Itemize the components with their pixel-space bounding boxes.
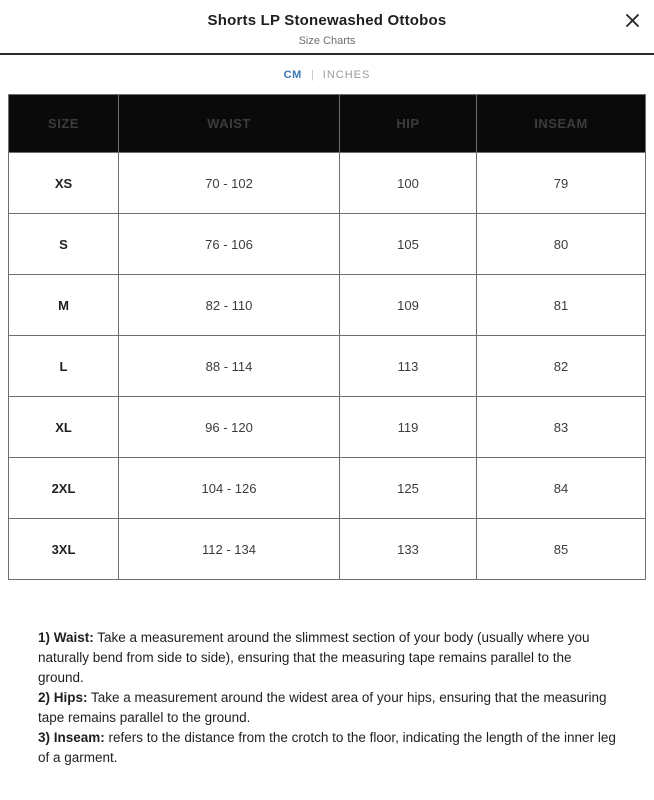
cell-inseam: 85 — [553, 541, 569, 557]
page-subtitle: Size Charts — [298, 35, 356, 47]
cell-hip: 133 — [340, 519, 477, 579]
table-row — [9, 457, 645, 518]
note-hips — [38, 688, 616, 728]
note-inseam — [38, 728, 616, 768]
cell-hip: 100 — [340, 153, 477, 213]
cell-size: S — [9, 214, 119, 274]
note-waist — [38, 628, 616, 688]
column-header-size: SIZE — [9, 95, 119, 152]
note-waist-text: Take a measurement around the slimmest section of your body (usually where you naturally bend from side to side), ensuring that the measuring tape remains parallel to the ground. — [38, 630, 590, 685]
measurement-notes — [38, 628, 616, 768]
cell-waist: 96 - 120 — [119, 397, 340, 457]
cell-hip: 125 — [340, 458, 477, 518]
close-icon — [625, 13, 640, 28]
cell-waist: 76 - 106 — [119, 214, 340, 274]
cell-inseam: 81 — [553, 297, 569, 313]
unit-option-inches[interactable]: INCHES — [322, 68, 371, 81]
unit-toggle — [0, 55, 654, 94]
cell-inseam: 82 — [553, 358, 569, 374]
cell-inseam: 84 — [553, 480, 569, 496]
column-header-hip: HIP — [340, 95, 477, 152]
table-row — [9, 152, 645, 213]
cell-hip: 119 — [340, 397, 477, 457]
cell-size: XL — [9, 397, 119, 457]
unit-separator: | — [310, 68, 314, 81]
note-inseam-label: 3) Inseam: — [38, 730, 105, 745]
cell-waist: 82 - 110 — [119, 275, 340, 335]
column-header-waist: WAIST — [119, 95, 340, 152]
cell-size: M — [9, 275, 119, 335]
unit-option-cm[interactable]: CM — [283, 68, 302, 81]
note-hips-label: 2) Hips: — [38, 690, 88, 705]
note-inseam-text: refers to the distance from the crotch to the floor, indicating the length of the inner leg of a garment. — [38, 730, 616, 765]
cell-waist: 88 - 114 — [119, 336, 340, 396]
cell-waist: 112 - 134 — [119, 519, 340, 579]
cell-inseam: 79 — [553, 175, 569, 191]
table-row — [9, 213, 645, 274]
column-header-inseam: INSEAM — [534, 116, 588, 131]
table-row — [9, 274, 645, 335]
table-row — [9, 335, 645, 396]
cell-size: 2XL — [9, 458, 119, 518]
cell-size: L — [9, 336, 119, 396]
note-hips-text: Take a measurement around the widest area of your hips, ensuring that the measuring tape remains parallel to the ground. — [38, 690, 607, 725]
page-title: Shorts LP Stonewashed Ottobos — [207, 12, 447, 29]
cell-hip: 109 — [340, 275, 477, 335]
cell-size: XS — [9, 153, 119, 213]
table-header-row — [9, 95, 645, 152]
cell-waist: 104 - 126 — [119, 458, 340, 518]
table-row — [9, 518, 645, 579]
dialog-header — [0, 0, 654, 55]
note-waist-label: 1) Waist: — [38, 630, 94, 645]
cell-size: 3XL — [9, 519, 119, 579]
cell-waist: 70 - 102 — [119, 153, 340, 213]
table-row — [9, 396, 645, 457]
cell-inseam: 80 — [553, 236, 569, 252]
cell-hip: 113 — [340, 336, 477, 396]
close-button[interactable] — [621, 9, 643, 31]
size-chart-table — [8, 94, 646, 580]
cell-inseam: 83 — [553, 419, 569, 435]
cell-hip: 105 — [340, 214, 477, 274]
